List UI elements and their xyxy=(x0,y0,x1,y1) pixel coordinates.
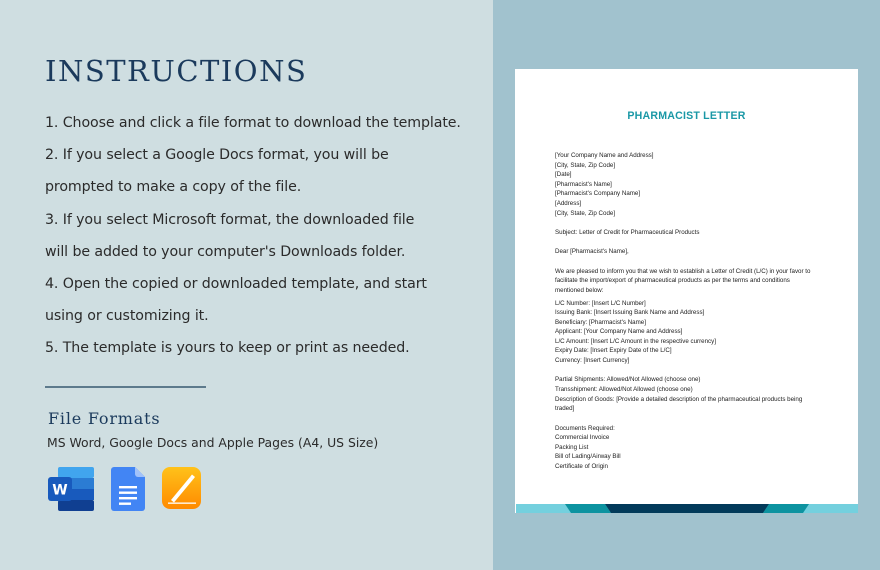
document-footer-band xyxy=(516,504,858,513)
shipment-line: Partial Shipments: Allowed/Not Allowed (choose one) xyxy=(555,376,701,384)
step-line: 2. If you select a Google Docs format, you will be xyxy=(45,147,389,164)
intro-paragraph: We are pleased to inform you that we wish to establish a Letter of Credit (L/C) in your favor to facilitate the import/export of pharmaceutical products as per the terms and conditions mentioned below: xyxy=(555,267,811,294)
google-docs-icon[interactable] xyxy=(111,467,145,515)
address-line: [Your Company Name and Address] xyxy=(555,152,654,159)
step-line: 3. If you select Microsoft format, the downloaded file xyxy=(45,211,415,228)
address-line: [City, State, Zip Code] xyxy=(555,209,616,217)
address-line: [Pharmacist's Company Name] xyxy=(555,190,641,198)
address-line: [Address] xyxy=(555,199,582,207)
address-line: [Date] xyxy=(555,171,572,179)
step-line: will be added to your computer's Downloads folder. xyxy=(45,243,406,260)
term-line: Currency: [Insert Currency] xyxy=(555,357,630,365)
required-document: Certificate of Origin xyxy=(555,463,608,471)
salutation: Dear [Pharmacist's Name], xyxy=(555,248,629,256)
shipment-line: Transshipment: Allowed/Not Allowed (choose one) xyxy=(555,386,693,394)
file-formats-description: MS Word, Google Docs and Apple Pages (A4, US Size) xyxy=(47,435,379,450)
document-preview xyxy=(515,69,858,513)
term-line: Issuing Bank: [Insert Issuing Bank Name and Address] xyxy=(555,309,705,317)
term-line: L/C Number: [Insert L/C Number] xyxy=(555,299,646,307)
instructions-steps xyxy=(45,113,485,371)
term-line: Expiry Date: [Insert Expiry Date of the L/C] xyxy=(555,347,672,355)
step-line: 5. The template is yours to keep or print as needed. xyxy=(45,340,410,357)
section-divider xyxy=(45,386,206,388)
document-title: PHARMACIST LETTER xyxy=(627,110,746,122)
required-document: Bill of Lading/Airway Bill xyxy=(555,453,621,461)
step-line: 1. Choose and click a file format to download the template. xyxy=(45,115,461,131)
documents-required-label: Documents Required: xyxy=(555,424,615,432)
instructions-title: INSTRUCTIONS xyxy=(45,54,308,88)
file-formats-title: File Formats xyxy=(48,409,161,428)
address-line: [City, State, Zip Code] xyxy=(555,161,616,169)
term-line: L/C Amount: [Insert L/C Amount in the respective currency] xyxy=(555,337,716,345)
required-document: Commercial Invoice xyxy=(555,434,610,442)
term-line: Applicant: [Your Company Name and Address] xyxy=(555,328,683,336)
goods-description: Description of Goods: [Provide a detailed description of the pharmaceutical products being traded] xyxy=(555,395,803,413)
subject-line: Subject: Letter of Credit for Pharmaceutical Products xyxy=(555,228,700,236)
step-line: using or customizing it. xyxy=(45,308,209,325)
step-line: prompted to make a copy of the file. xyxy=(45,179,302,196)
ms-word-icon[interactable] xyxy=(48,467,95,515)
svg-text:W: W xyxy=(52,482,68,499)
step-line: 4. Open the copied or downloaded template, and start xyxy=(45,275,427,292)
document-body xyxy=(555,151,820,472)
apple-pages-icon[interactable] xyxy=(162,467,201,513)
required-document: Packing List xyxy=(555,443,589,451)
address-line: [Pharmacist's Name] xyxy=(555,180,612,188)
term-line: Beneficiary: [Pharmacist's Name] xyxy=(555,318,646,326)
